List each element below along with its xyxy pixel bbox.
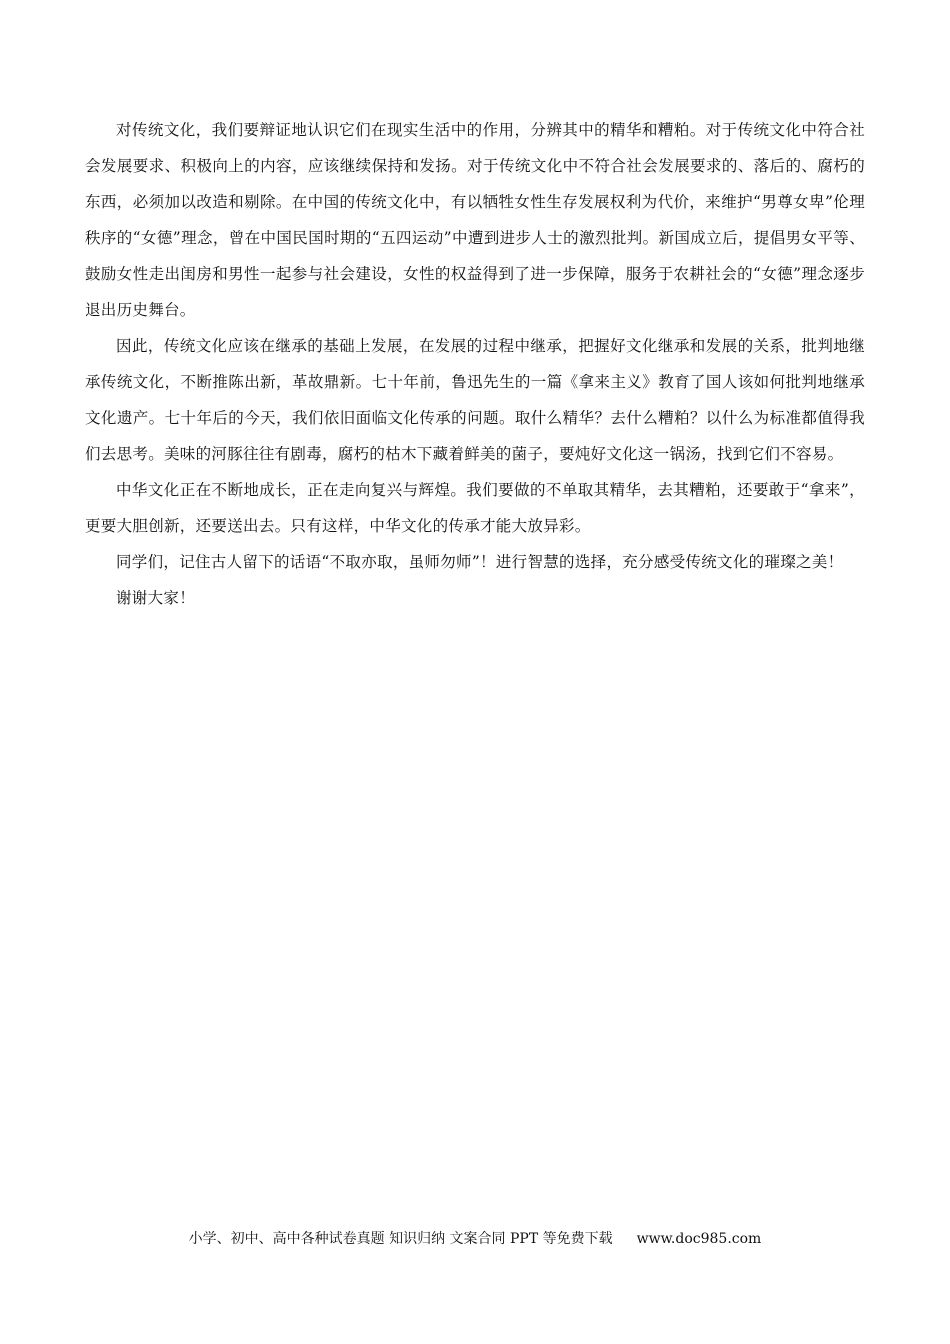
footer-text: 小学、初中、高中各种试卷真题 知识归纳 文案合同 PPT 等免费下载 <box>188 1231 613 1247</box>
paragraph-1: 对传统文化，我们要辩证地认识它们在现实生活中的作用，分辨其中的精华和糟粕。对于传统文化中符合社会发展要求、积极向上的内容，应该继续保持和发扬。对于传统文化中不符合社会发展要求的、落后的、腐朽的东西，必须加以改造和剔除。在中国的传统文化中，有以牺牲女性生存发展权利为代价，来维护“男尊女卑”伦理秩序的“女德”理念，曾在中国民国时期的“五四运动”中遭到进步人士的激烈批判。新国成立后，提倡男女平等、鼓励女性走出闺房和男性一起参与社会建设，女性的权益得到了进一步保障，服务于农耕社会的“女德”理念逐步退出历史舞台。 <box>85 121 865 319</box>
paragraph-3: 中华文化正在不断地成长，正在走向复兴与辉煌。我们要做的不单取其精华，去其糟粕，还要敢于“拿来”，更要大胆创新，还要送出去。只有这样，中华文化的传承才能大放异彩。 <box>85 481 865 535</box>
paragraph-2: 因此，传统文化应该在继承的基础上发展，在发展的过程中继承，把握好文化继承和发展的关系，批判地继承传统文化，不断推陈出新，革故鼎新。七十年前，鲁迅先生的一篇《拿来主义》教育了国人该如何批判地继承文化遗产。七十年后的今天，我们依旧面临文化传承的问题。取什么精华？去什么糟粕？以什么为标准都值得我们去思考。美味的河豚往往有剧毒，腐朽的枯木下藏着鲜美的菌子，要炖好文化这一锅汤，找到它们不容易。 <box>85 337 865 463</box>
page-footer <box>0 1228 950 1248</box>
paragraph-5: 谢谢大家！ <box>116 589 196 607</box>
document-body <box>85 112 865 616</box>
paragraph-4: 同学们，记住古人留下的话语“不取亦取，虽师勿师”！进行智慧的选择，充分感受传统文化的璀璨之美！ <box>116 553 844 571</box>
footer-site-link[interactable]: www.doc985.com <box>636 1231 762 1247</box>
